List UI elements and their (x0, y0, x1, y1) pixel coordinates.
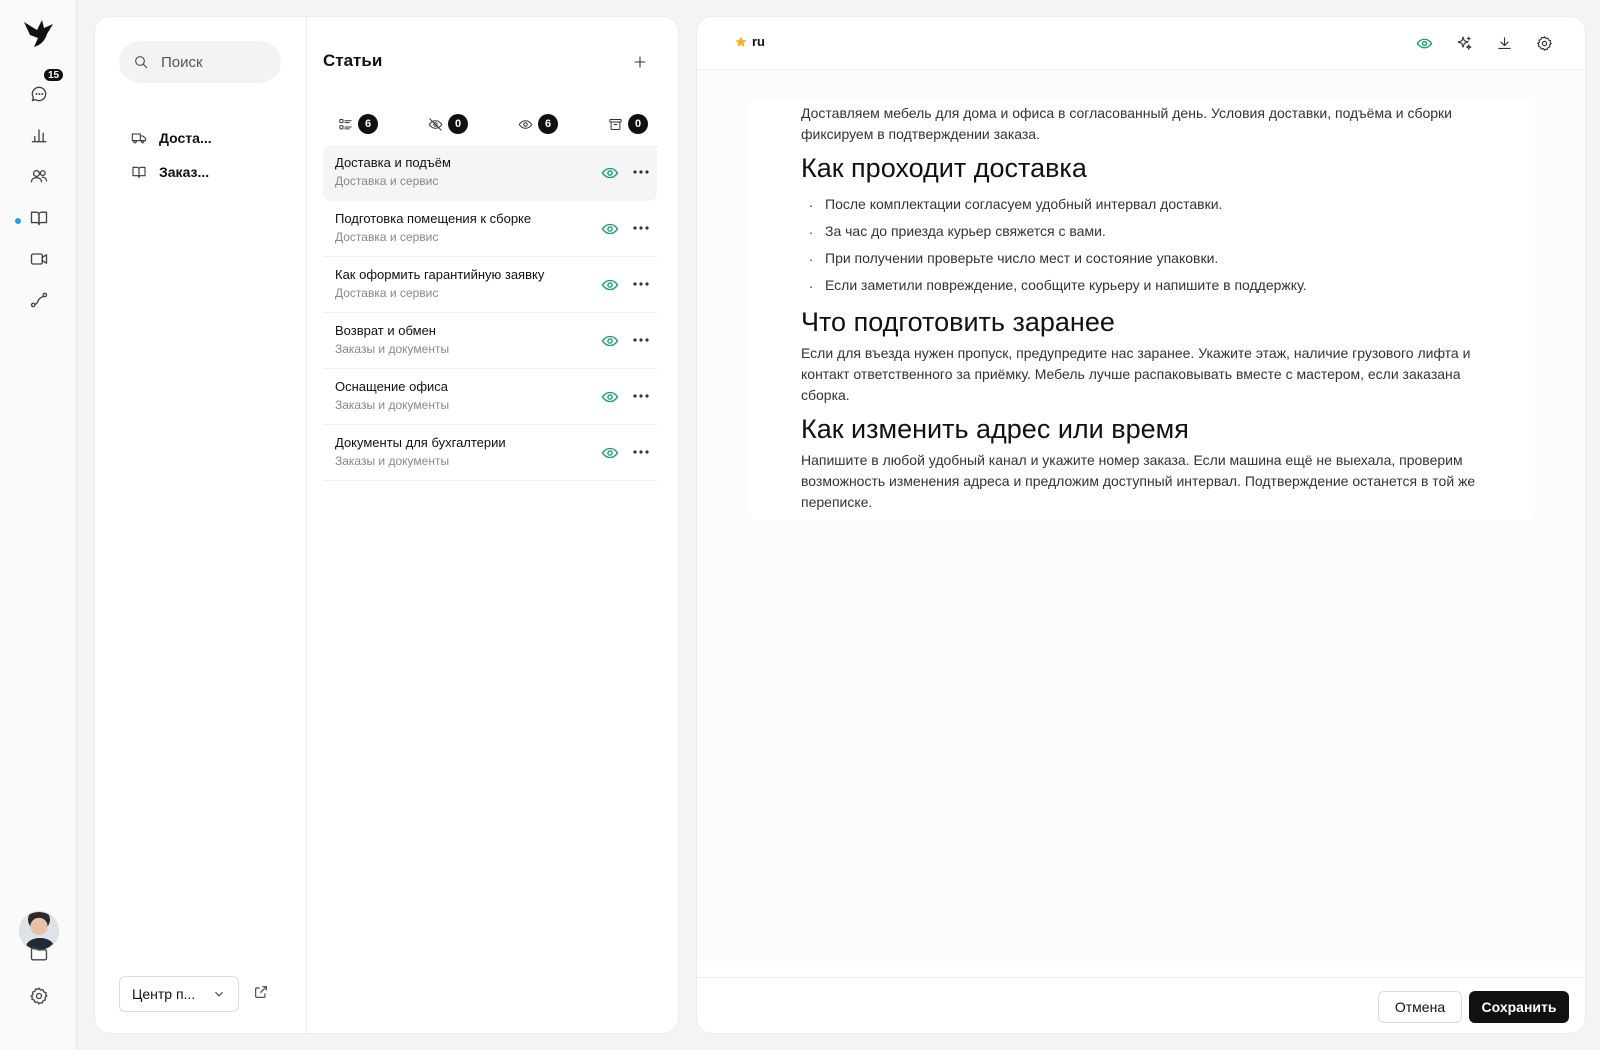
article-title: Возврат и обмен (335, 323, 436, 338)
star-icon (734, 35, 748, 49)
tab-all-articles[interactable] (329, 101, 387, 147)
article-content-editor[interactable] (749, 99, 1535, 521)
truck-icon (131, 130, 147, 146)
article-editor-panel (696, 16, 1586, 1034)
article-title: Подготовка помещения к сборке (335, 211, 532, 226)
eye-icon (601, 164, 619, 182)
app-rail (0, 0, 77, 1050)
rail-analytics-button[interactable] (20, 116, 58, 154)
eye-icon (601, 276, 619, 294)
preparation-paragraph: Если для въезда нужен пропуск, предупредите нас заранее. Укажите этаж, наличие грузового лифта и контакт ответственного за приёмку. Мебель лучше распаковывать вместе с мастером, если заказана сборка. (801, 345, 1471, 403)
search-input[interactable] (161, 54, 271, 71)
article-title: Документы для бухгалтерии (335, 435, 506, 450)
route-icon (29, 290, 49, 310)
save-button[interactable]: Сохранить (1469, 991, 1569, 1023)
editor-canvas (697, 71, 1585, 961)
visibility-toggle[interactable] (601, 276, 619, 294)
search-icon (133, 54, 149, 70)
article-title: Оснащение офиса (335, 379, 449, 394)
article-category: Заказы и документы (335, 454, 450, 468)
article-settings-button[interactable] (1533, 32, 1555, 54)
knowledge-base-selector[interactable] (119, 976, 239, 1012)
language-selector[interactable] (734, 34, 765, 49)
editor-toolbar (697, 17, 1585, 70)
more-horizontal-icon (633, 394, 649, 398)
rail-chats-button[interactable] (20, 69, 60, 113)
article-list-item[interactable] (323, 313, 657, 369)
rail-settings-button[interactable] (20, 977, 58, 1015)
language-code: ru (752, 34, 765, 49)
list-item: . Если заметили повреждение, сообщите курьеру и напишите в поддержку. (801, 272, 1483, 299)
open-book-icon (29, 208, 49, 228)
plus-icon (632, 54, 648, 70)
eye-icon (601, 332, 619, 350)
bird-logo-icon[interactable] (20, 14, 58, 52)
tab-archived-articles[interactable] (599, 101, 657, 147)
knowledge-base-panel (94, 16, 679, 1034)
article-more-button[interactable] (631, 330, 651, 350)
add-article-button[interactable] (629, 51, 651, 73)
article-title: Как оформить гарантийную заявку (335, 267, 545, 282)
gear-icon (1536, 35, 1553, 52)
tab-count-badge: 0 (628, 114, 648, 134)
article-more-button[interactable] (631, 162, 651, 182)
article-list (323, 145, 657, 481)
external-link-icon (253, 984, 269, 1000)
articles-title: Статьи (323, 51, 383, 70)
heading-delivery: Как проходит доставка (801, 153, 1087, 183)
visibility-toggle[interactable] (601, 220, 619, 238)
rail-knowledge-base-button[interactable] (20, 199, 58, 237)
article-category: Заказы и документы (335, 342, 450, 356)
heading-change-address: Как изменить адрес или время (801, 414, 1189, 444)
article-category: Доставка и сервис (335, 174, 439, 188)
download-button[interactable] (1493, 32, 1515, 54)
category-label: Доста... (159, 130, 212, 146)
chevron-down-icon (212, 987, 226, 1001)
change-address-paragraph: Напишите в любой удобный канал и укажите номер заказа. Если машина ещё не выехала, проверим возможность изменения адреса и предложим доступный интервал. Подтверждение останется в той же переписке. (801, 452, 1476, 510)
visibility-toggle[interactable] (601, 332, 619, 350)
rail-routes-button[interactable] (20, 281, 58, 319)
article-list-item[interactable] (323, 425, 657, 481)
rail-contacts-button[interactable] (20, 157, 58, 195)
visibility-toggle[interactable] (601, 164, 619, 182)
visibility-toggle[interactable] (601, 388, 619, 406)
users-icon (29, 166, 49, 186)
article-category: Доставка и сервис (335, 230, 439, 244)
article-filter-tabs (329, 101, 657, 147)
editor-footer (697, 977, 1585, 1034)
more-horizontal-icon (633, 170, 649, 174)
cancel-button[interactable]: Отмена (1378, 991, 1462, 1023)
tab-count-badge: 0 (448, 114, 468, 134)
visibility-toggle[interactable] (601, 444, 619, 462)
article-more-button[interactable] (631, 386, 651, 406)
category-label: Заказ... (159, 164, 210, 180)
article-list-item[interactable] (323, 369, 657, 425)
more-horizontal-icon (633, 338, 649, 342)
eye-icon (601, 444, 619, 462)
tab-hidden-articles[interactable] (419, 101, 477, 147)
rail-video-button[interactable] (20, 240, 58, 278)
list-icon (338, 117, 353, 132)
article-list-item[interactable] (323, 201, 657, 257)
open-external-button[interactable] (253, 984, 273, 1004)
rail-files-button[interactable] (20, 935, 58, 973)
ai-assist-button[interactable] (1453, 32, 1475, 54)
categories-column (95, 17, 307, 1033)
article-more-button[interactable] (631, 274, 651, 294)
gear-icon (29, 986, 49, 1006)
video-camera-icon (29, 249, 49, 269)
bar-chart-icon (29, 125, 49, 145)
book-icon (131, 164, 147, 180)
article-title: Доставка и подъём (335, 155, 451, 170)
category-item-delivery[interactable] (131, 130, 212, 146)
category-item-orders[interactable] (131, 164, 209, 180)
tab-published-articles[interactable] (509, 101, 567, 147)
tab-count-badge: 6 (538, 114, 558, 134)
chats-count-badge: 15 (42, 67, 65, 83)
intro-paragraph: Доставляем мебель для дома и офиса в согласованный день. Условия доставки, подъёма и сборки фиксируем в подтверждении заказа. (801, 105, 1452, 142)
article-more-button[interactable] (631, 442, 651, 462)
knowledge-base-selector-label: Центр п... (132, 986, 196, 1002)
delivery-steps-list (801, 191, 1483, 299)
sparkles-icon (1456, 35, 1473, 52)
article-list-item[interactable] (323, 145, 657, 201)
folder-icon (29, 944, 49, 964)
heading-preparation: Что подготовить заранее (801, 307, 1115, 337)
download-icon (1496, 35, 1513, 52)
tab-count-badge: 6 (358, 114, 378, 134)
list-item: . За час до приезда курьер свяжется с вами. (801, 218, 1483, 245)
archive-icon (608, 117, 623, 132)
preview-button[interactable] (1413, 32, 1435, 54)
article-category: Заказы и документы (335, 398, 450, 412)
eye-icon (518, 117, 533, 132)
more-horizontal-icon (633, 450, 649, 454)
list-item: . После комплектации согласуем удобный интервал доставки. (801, 191, 1483, 218)
article-more-button[interactable] (631, 218, 651, 238)
eye-icon (601, 388, 619, 406)
chat-icon (29, 84, 49, 104)
more-horizontal-icon (633, 226, 649, 230)
articles-column (307, 17, 679, 1033)
search-box[interactable] (119, 41, 281, 83)
eye-icon (1416, 35, 1433, 52)
more-horizontal-icon (633, 282, 649, 286)
article-list-item[interactable] (323, 257, 657, 313)
eye-icon (601, 220, 619, 238)
list-item: . При получении проверьте число мест и состояние упаковки. (801, 245, 1483, 272)
article-category: Доставка и сервис (335, 286, 439, 300)
eye-off-icon (428, 117, 443, 132)
